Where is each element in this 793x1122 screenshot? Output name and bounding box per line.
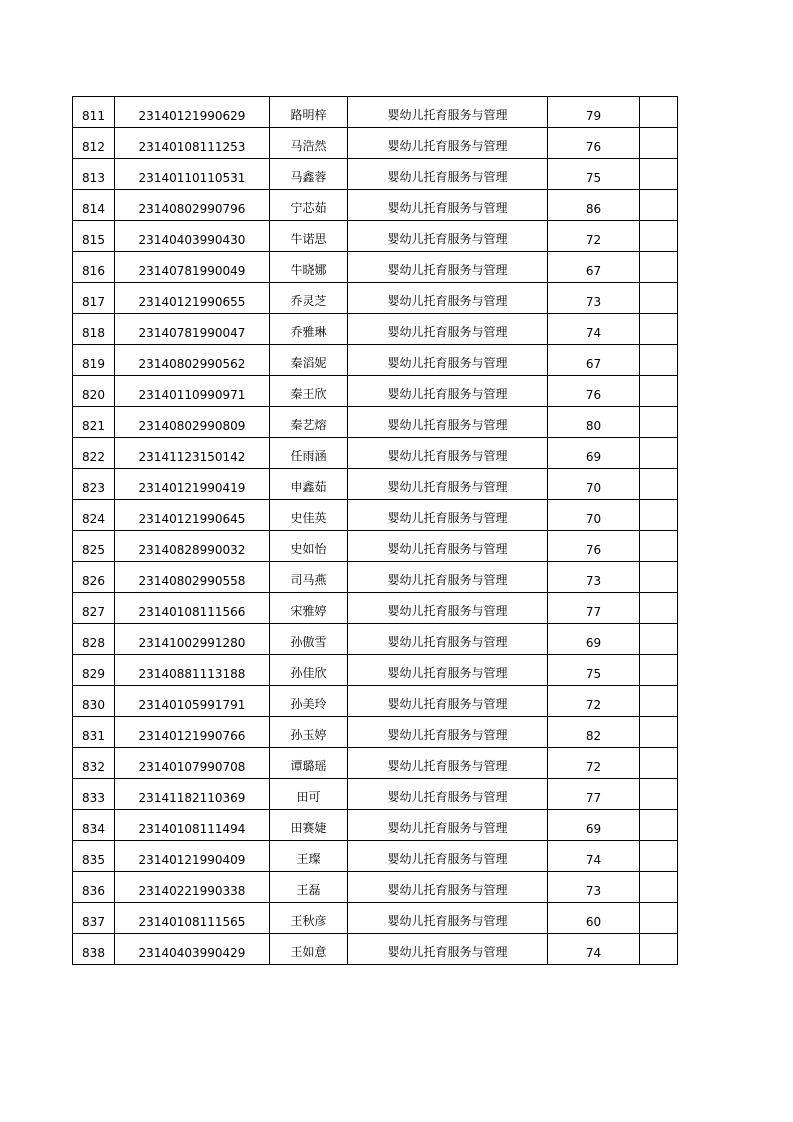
major: 婴幼儿托育服务与管理	[348, 872, 548, 903]
score: 69	[548, 624, 640, 655]
score: 60	[548, 903, 640, 934]
row-number: 828	[73, 624, 115, 655]
major: 婴幼儿托育服务与管理	[348, 128, 548, 159]
score: 75	[548, 655, 640, 686]
candidate-name: 路明梓	[270, 97, 348, 128]
score: 82	[548, 717, 640, 748]
note	[640, 810, 678, 841]
candidate-name: 申鑫茹	[270, 469, 348, 500]
major: 婴幼儿托育服务与管理	[348, 438, 548, 469]
row-number: 838	[73, 934, 115, 965]
row-number: 812	[73, 128, 115, 159]
candidate-name: 牛诺思	[270, 221, 348, 252]
note	[640, 624, 678, 655]
candidate-name: 司马燕	[270, 562, 348, 593]
score: 77	[548, 779, 640, 810]
note	[640, 686, 678, 717]
row-number: 829	[73, 655, 115, 686]
candidate-id: 23141182110369	[115, 779, 270, 810]
row-number: 833	[73, 779, 115, 810]
candidate-name: 孙佳欣	[270, 655, 348, 686]
major: 婴幼儿托育服务与管理	[348, 376, 548, 407]
score: 67	[548, 252, 640, 283]
note	[640, 345, 678, 376]
candidate-name: 秦艺熔	[270, 407, 348, 438]
major: 婴幼儿托育服务与管理	[348, 314, 548, 345]
candidate-id: 23140802990796	[115, 190, 270, 221]
score: 76	[548, 128, 640, 159]
candidate-name: 王磊	[270, 872, 348, 903]
major: 婴幼儿托育服务与管理	[348, 624, 548, 655]
table-row	[73, 686, 678, 717]
note	[640, 469, 678, 500]
candidate-name: 马鑫蓉	[270, 159, 348, 190]
major: 婴幼儿托育服务与管理	[348, 779, 548, 810]
candidate-name: 孙玉婷	[270, 717, 348, 748]
major: 婴幼儿托育服务与管理	[348, 717, 548, 748]
candidate-id: 23140121990419	[115, 469, 270, 500]
score: 73	[548, 562, 640, 593]
candidate-id: 23140802990809	[115, 407, 270, 438]
score: 77	[548, 593, 640, 624]
row-number: 834	[73, 810, 115, 841]
score: 72	[548, 686, 640, 717]
table-row	[73, 934, 678, 965]
table-row	[73, 624, 678, 655]
table-row	[73, 190, 678, 221]
candidate-id: 23140802990558	[115, 562, 270, 593]
table-row	[73, 221, 678, 252]
note	[640, 562, 678, 593]
candidate-id: 23140110110531	[115, 159, 270, 190]
note	[640, 779, 678, 810]
candidate-name: 秦王欣	[270, 376, 348, 407]
table-row	[73, 438, 678, 469]
row-number: 816	[73, 252, 115, 283]
note	[640, 841, 678, 872]
major: 婴幼儿托育服务与管理	[348, 531, 548, 562]
major: 婴幼儿托育服务与管理	[348, 562, 548, 593]
candidate-name: 孙傲雪	[270, 624, 348, 655]
score: 72	[548, 748, 640, 779]
note	[640, 221, 678, 252]
note	[640, 438, 678, 469]
candidate-id: 23140108111494	[115, 810, 270, 841]
candidate-name: 王璨	[270, 841, 348, 872]
note	[640, 500, 678, 531]
candidate-name: 乔灵芝	[270, 283, 348, 314]
major: 婴幼儿托育服务与管理	[348, 655, 548, 686]
table-row	[73, 283, 678, 314]
score: 72	[548, 221, 640, 252]
table-row	[73, 562, 678, 593]
table-row	[73, 345, 678, 376]
row-number: 821	[73, 407, 115, 438]
major: 婴幼儿托育服务与管理	[348, 283, 548, 314]
table-row	[73, 655, 678, 686]
candidate-name: 乔雅琳	[270, 314, 348, 345]
major: 婴幼儿托育服务与管理	[348, 500, 548, 531]
table-row	[73, 159, 678, 190]
note	[640, 314, 678, 345]
row-number: 825	[73, 531, 115, 562]
row-number: 818	[73, 314, 115, 345]
note	[640, 159, 678, 190]
score: 69	[548, 438, 640, 469]
row-number: 830	[73, 686, 115, 717]
table-row	[73, 500, 678, 531]
table-row	[73, 376, 678, 407]
candidate-id: 23140403990430	[115, 221, 270, 252]
candidate-name: 王如意	[270, 934, 348, 965]
table-row	[73, 903, 678, 934]
candidate-id: 23140781990049	[115, 252, 270, 283]
score: 69	[548, 810, 640, 841]
row-number: 813	[73, 159, 115, 190]
row-number: 824	[73, 500, 115, 531]
note	[640, 593, 678, 624]
score: 86	[548, 190, 640, 221]
row-number: 835	[73, 841, 115, 872]
candidate-id: 23140110990971	[115, 376, 270, 407]
score: 73	[548, 872, 640, 903]
major: 婴幼儿托育服务与管理	[348, 190, 548, 221]
major: 婴幼儿托育服务与管理	[348, 841, 548, 872]
row-number: 837	[73, 903, 115, 934]
note	[640, 655, 678, 686]
major: 婴幼儿托育服务与管理	[348, 345, 548, 376]
note	[640, 717, 678, 748]
row-number: 836	[73, 872, 115, 903]
major: 婴幼儿托育服务与管理	[348, 407, 548, 438]
row-number: 827	[73, 593, 115, 624]
table-row	[73, 593, 678, 624]
score: 73	[548, 283, 640, 314]
note	[640, 283, 678, 314]
major: 婴幼儿托育服务与管理	[348, 469, 548, 500]
score: 80	[548, 407, 640, 438]
row-number: 819	[73, 345, 115, 376]
note	[640, 748, 678, 779]
candidate-name: 史如怡	[270, 531, 348, 562]
table-row	[73, 97, 678, 128]
row-number: 832	[73, 748, 115, 779]
row-number: 820	[73, 376, 115, 407]
note	[640, 407, 678, 438]
note	[640, 376, 678, 407]
candidate-id: 23141123150142	[115, 438, 270, 469]
major: 婴幼儿托育服务与管理	[348, 252, 548, 283]
candidate-id: 23140121990645	[115, 500, 270, 531]
candidate-id: 23140121990629	[115, 97, 270, 128]
table-row	[73, 314, 678, 345]
table-row	[73, 779, 678, 810]
row-number: 826	[73, 562, 115, 593]
major: 婴幼儿托育服务与管理	[348, 748, 548, 779]
candidate-id: 23140107990708	[115, 748, 270, 779]
score: 74	[548, 934, 640, 965]
table-row	[73, 128, 678, 159]
score: 70	[548, 500, 640, 531]
candidate-name: 田赛婕	[270, 810, 348, 841]
candidate-id: 23141002991280	[115, 624, 270, 655]
major: 婴幼儿托育服务与管理	[348, 593, 548, 624]
major: 婴幼儿托育服务与管理	[348, 97, 548, 128]
candidate-id: 23140802990562	[115, 345, 270, 376]
candidate-name: 孙美玲	[270, 686, 348, 717]
note	[640, 252, 678, 283]
candidate-id: 23140121990766	[115, 717, 270, 748]
row-number: 817	[73, 283, 115, 314]
candidate-name: 史佳英	[270, 500, 348, 531]
score: 75	[548, 159, 640, 190]
table-row	[73, 841, 678, 872]
score: 74	[548, 314, 640, 345]
score: 67	[548, 345, 640, 376]
candidate-name: 宋雅婷	[270, 593, 348, 624]
major: 婴幼儿托育服务与管理	[348, 686, 548, 717]
row-number: 823	[73, 469, 115, 500]
note	[640, 190, 678, 221]
table-row	[73, 531, 678, 562]
row-number: 831	[73, 717, 115, 748]
score: 76	[548, 376, 640, 407]
score-table	[72, 96, 678, 965]
candidate-name: 宁芯茹	[270, 190, 348, 221]
score: 76	[548, 531, 640, 562]
table-row	[73, 748, 678, 779]
row-number: 814	[73, 190, 115, 221]
candidate-id: 23140403990429	[115, 934, 270, 965]
table-row	[73, 717, 678, 748]
candidate-id: 23140108111565	[115, 903, 270, 934]
candidate-id: 23140828990032	[115, 531, 270, 562]
table-row	[73, 810, 678, 841]
table-row	[73, 407, 678, 438]
candidate-id: 23140121990409	[115, 841, 270, 872]
candidate-id: 23140105991791	[115, 686, 270, 717]
candidate-name: 任雨涵	[270, 438, 348, 469]
score: 74	[548, 841, 640, 872]
candidate-name: 王秋彦	[270, 903, 348, 934]
table-row	[73, 872, 678, 903]
major: 婴幼儿托育服务与管理	[348, 221, 548, 252]
row-number: 822	[73, 438, 115, 469]
note	[640, 934, 678, 965]
candidate-id: 23140121990655	[115, 283, 270, 314]
note	[640, 531, 678, 562]
score-table-body	[73, 97, 678, 965]
table-row	[73, 252, 678, 283]
candidate-name: 牛晓娜	[270, 252, 348, 283]
note	[640, 903, 678, 934]
score: 70	[548, 469, 640, 500]
major: 婴幼儿托育服务与管理	[348, 810, 548, 841]
major: 婴幼儿托育服务与管理	[348, 934, 548, 965]
candidate-id: 23140108111566	[115, 593, 270, 624]
candidate-name: 秦滔妮	[270, 345, 348, 376]
candidate-id: 23140881113188	[115, 655, 270, 686]
note	[640, 872, 678, 903]
major: 婴幼儿托育服务与管理	[348, 159, 548, 190]
candidate-id: 23140221990338	[115, 872, 270, 903]
note	[640, 97, 678, 128]
candidate-id: 23140108111253	[115, 128, 270, 159]
candidate-name: 谭璐瑶	[270, 748, 348, 779]
candidate-name: 马浩然	[270, 128, 348, 159]
row-number: 815	[73, 221, 115, 252]
major: 婴幼儿托育服务与管理	[348, 903, 548, 934]
row-number: 811	[73, 97, 115, 128]
table-row	[73, 469, 678, 500]
note	[640, 128, 678, 159]
candidate-name: 田可	[270, 779, 348, 810]
score: 79	[548, 97, 640, 128]
candidate-id: 23140781990047	[115, 314, 270, 345]
